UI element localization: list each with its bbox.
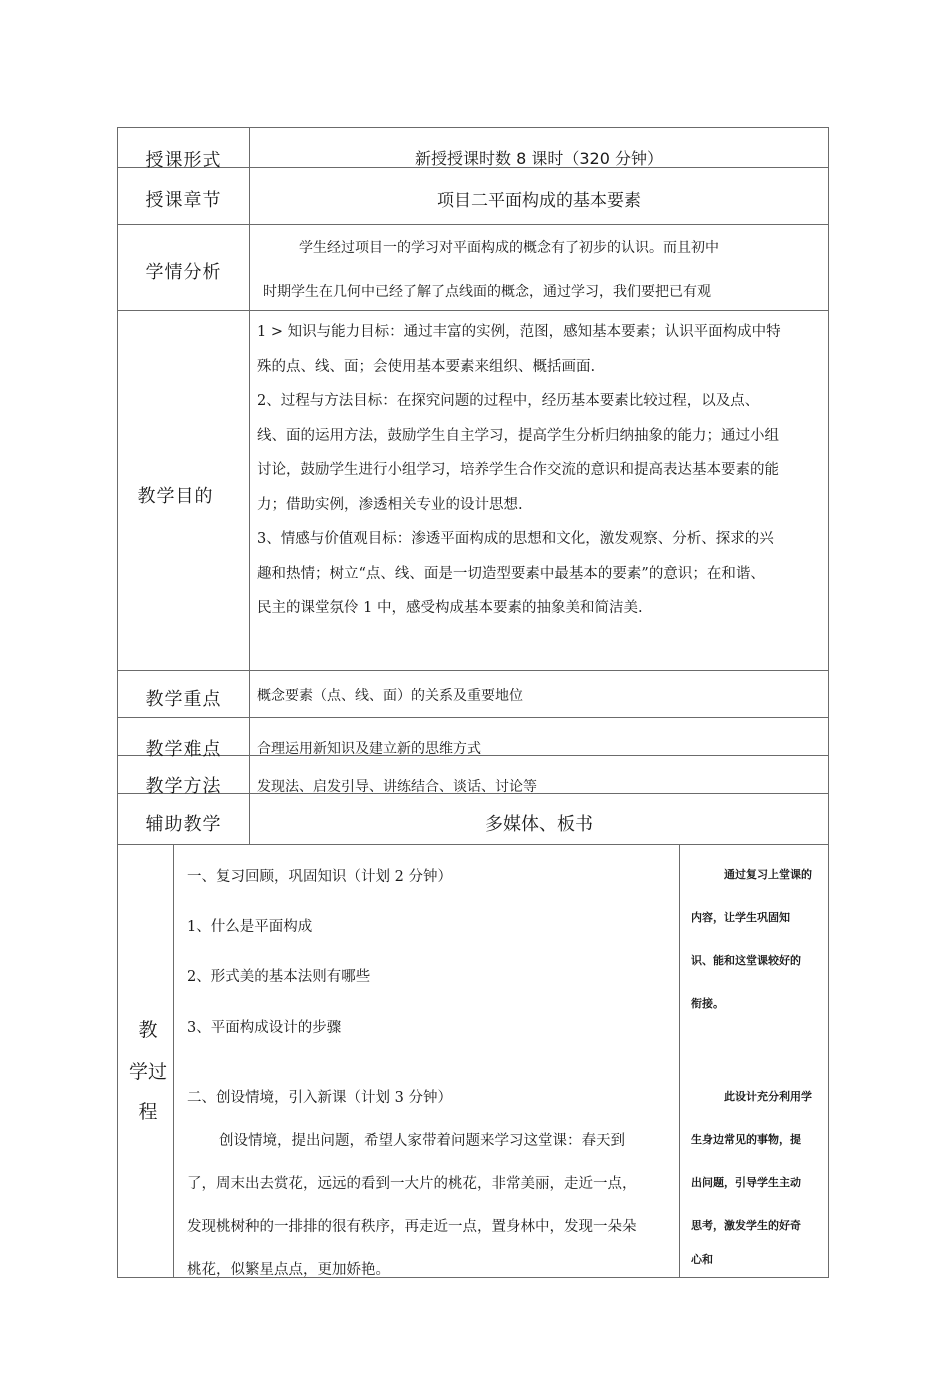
form-value: 新授授课时数 8 课时（320 分钟） (415, 149, 663, 168)
story-line: 创设情境，提出问题，希望人家带着问题来学习这堂课：春天到 (219, 1133, 625, 1149)
lesson-plan-table (117, 127, 829, 1278)
section1-title: 一、复习回顾，巩固知识（计划 2 分钟） (187, 869, 452, 885)
column-divider (249, 128, 250, 844)
process-label-2: 学过 (128, 1061, 167, 1083)
row-divider (118, 670, 828, 671)
aids-value: 多媒体、板书 (485, 814, 593, 835)
process-label-1: 教 (138, 1019, 158, 1041)
methods-value: 发现法、启发引导、讲练结合、谈话、讨论等 (257, 779, 537, 795)
story-line: 桃花，似繁星点点，更加娇艳。 (187, 1262, 390, 1278)
story-line: 发现桃树种的一排排的很有秩序，再走近一点，置身林中，发现一朵朵 (187, 1219, 637, 1235)
process-label-3: 程 (138, 1101, 158, 1123)
side-note-line: 衔接。 (691, 997, 724, 1010)
objective-line: 线、面的运用方法，鼓励学生自主学习，提高学生分析归纳抽象的能力；通过小组 (257, 427, 779, 444)
objective-line: 1 > 知识与能力目标：通过丰富的实例，范图，感知基本要素；认识平面构成中特 (257, 324, 781, 340)
side-note-2 (691, 1075, 812, 1273)
objective-line: 趣和热情；树立“点、线、面是一切造型要素中最基本的要素”的意识；在和谐、 (257, 565, 765, 582)
review-question-3: 3、平面构成设计的步骤 (187, 1020, 342, 1036)
objective-line: 殊的点、线、面；会使用基本要素来组织、概括画面. (257, 358, 596, 375)
row-divider (118, 310, 828, 311)
row-divider (118, 224, 828, 225)
difficulties-value: 合理运用新知识及建立新的思维方式 (257, 741, 481, 757)
aids-label: 辅助教学 (145, 814, 222, 835)
side-note-line: 内容，让学生巩固知 (691, 911, 790, 924)
analysis-label: 学情分析 (145, 262, 222, 283)
row-divider (118, 844, 828, 845)
chapter-value: 项目二平面构成的基本要素 (437, 191, 641, 211)
objective-line: 2、过程与方法目标：在探究问题的过程中，经历基本要素比较过程，以及点、 (257, 393, 760, 409)
column-divider (679, 844, 680, 1278)
side-note-line: 思考，激发学生的好奇 (691, 1219, 801, 1232)
side-note-line: 生身边常见的事物，提 (691, 1133, 801, 1146)
side-note-line: 通过复习上堂课的 (724, 868, 812, 881)
objectives-text (257, 315, 781, 626)
story-line: 了，周末出去赏花，远远的看到一大片的桃花，非常美丽，走近一点， (187, 1176, 637, 1192)
chapter-label: 授课章节 (145, 190, 222, 211)
side-note-1 (691, 853, 812, 1025)
methods-label: 教学方法 (145, 776, 222, 797)
review-question-2: 2、形式美的基本法则有哪些 (187, 969, 371, 985)
side-note-line: 此设计充分利用学 (724, 1090, 812, 1103)
side-note-line: 心和 (691, 1253, 713, 1266)
objectives-label: 教学目的 (137, 486, 214, 507)
objective-line: 讨论，鼓励学生进行小组学习，培养学生合作交流的意识和提高表达基本要素的能 (257, 462, 779, 478)
side-note-line: 出问题，引导学生主动 (691, 1176, 801, 1189)
objective-line: 力；借助实例，渗透相关专业的设计思想. (257, 496, 523, 513)
key-points-label: 教学重点 (145, 689, 222, 710)
analysis-line-1: 学生经过项目一的学习对平面构成的概念有了初步的认识。而且初中 (299, 240, 719, 256)
form-label: 授课形式 (145, 150, 222, 171)
section2-title: 二、创设情境，引入新课（计划 3 分钟） (187, 1090, 452, 1106)
key-points-value: 概念要素（点、线、面）的关系及重要地位 (257, 688, 523, 704)
analysis-line-2: 时期学生在几何中已经了解了点线面的概念，通过学习，我们要把已有观 (263, 284, 711, 300)
side-note-line: 识、能和这堂课较好的 (691, 954, 801, 967)
objective-line: 民主的课堂氛伶 1 中，感受构成基本要素的抽象美和简洁美. (257, 600, 643, 616)
review-question-1: 1、什么是平面构成 (187, 919, 313, 935)
difficulties-label: 教学难点 (145, 739, 222, 760)
row-divider (118, 717, 828, 718)
objective-line: 3、情感与价值观目标：渗透平面构成的思想和文化，激发观察、分析、探求的兴 (257, 531, 774, 547)
